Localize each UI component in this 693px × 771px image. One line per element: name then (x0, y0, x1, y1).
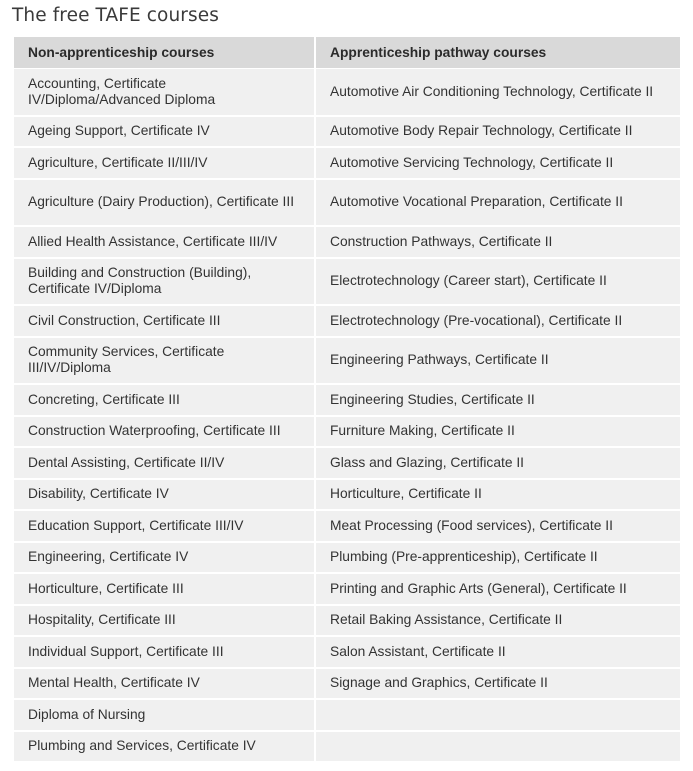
table-cell: Accounting, Certificate IV/Diploma/Advanced Diploma (14, 69, 314, 117)
page-heading: The free TAFE courses (12, 5, 219, 26)
table-cell: Community Services, Certificate III/IV/Diploma (14, 338, 314, 386)
table-row (14, 385, 680, 417)
table-cell: Automotive Air Conditioning Technology, Certificate II (314, 69, 680, 117)
table-header-row (14, 37, 680, 69)
table-row (14, 606, 680, 638)
table-cell: Allied Health Assistance, Certificate III/IV (14, 227, 314, 259)
table-row (14, 259, 680, 307)
table-cell: Engineering Studies, Certificate II (314, 385, 680, 417)
table-cell: Civil Construction, Certificate III (14, 306, 314, 338)
table-cell: Diploma of Nursing (14, 700, 314, 732)
table-cell: Agriculture, Certificate II/III/IV (14, 148, 314, 180)
table-cell: Plumbing (Pre-apprenticeship), Certificate II (314, 543, 680, 575)
table-cell: Dental Assisting, Certificate II/IV (14, 448, 314, 480)
table-row (14, 148, 680, 180)
table-row (14, 338, 680, 386)
table-row (14, 448, 680, 480)
table-cell: Mental Health, Certificate IV (14, 669, 314, 701)
table-cell (314, 732, 680, 764)
table-cell: Building and Construction (Building), Certificate IV/Diploma (14, 259, 314, 307)
table-row (14, 700, 680, 732)
table-row (14, 417, 680, 449)
table-cell: Automotive Body Repair Technology, Certificate II (314, 117, 680, 149)
table-cell: Plumbing and Services, Certificate IV (14, 732, 314, 764)
table-cell (314, 700, 680, 732)
table-cell: Furniture Making, Certificate II (314, 417, 680, 449)
table-row (14, 69, 680, 117)
table-row (14, 180, 680, 228)
table-cell: Construction Pathways, Certificate II (314, 227, 680, 259)
table-cell: Printing and Graphic Arts (General), Certificate II (314, 574, 680, 606)
table-row (14, 574, 680, 606)
table-row (14, 669, 680, 701)
table-cell: Education Support, Certificate III/IV (14, 511, 314, 543)
table-cell: Automotive Servicing Technology, Certificate II (314, 148, 680, 180)
table-cell: Ageing Support, Certificate IV (14, 117, 314, 149)
table-cell: Engineering, Certificate IV (14, 543, 314, 575)
table-row (14, 511, 680, 543)
column-header-apprenticeship: Apprenticeship pathway courses (314, 37, 680, 69)
table-row (14, 480, 680, 512)
table-row (14, 306, 680, 338)
table-cell: Individual Support, Certificate III (14, 637, 314, 669)
table-cell: Signage and Graphics, Certificate II (314, 669, 680, 701)
table-cell: Horticulture, Certificate II (314, 480, 680, 512)
table-cell: Electrotechnology (Career start), Certificate II (314, 259, 680, 307)
table-cell: Horticulture, Certificate III (14, 574, 314, 606)
table-cell: Retail Baking Assistance, Certificate II (314, 606, 680, 638)
table-cell: Engineering Pathways, Certificate II (314, 338, 680, 386)
table-cell: Agriculture (Dairy Production), Certificate III (14, 180, 314, 228)
table-cell: Concreting, Certificate III (14, 385, 314, 417)
table-row (14, 637, 680, 669)
table-cell: Electrotechnology (Pre-vocational), Certificate II (314, 306, 680, 338)
table-cell: Meat Processing (Food services), Certificate II (314, 511, 680, 543)
table-cell: Disability, Certificate IV (14, 480, 314, 512)
table-row (14, 117, 680, 149)
table-cell: Hospitality, Certificate III (14, 606, 314, 638)
courses-table (14, 37, 680, 763)
table-row (14, 543, 680, 575)
table-cell: Construction Waterproofing, Certificate III (14, 417, 314, 449)
table-cell: Salon Assistant, Certificate II (314, 637, 680, 669)
table-cell: Automotive Vocational Preparation, Certificate II (314, 180, 680, 228)
table-cell: Glass and Glazing, Certificate II (314, 448, 680, 480)
table-row (14, 732, 680, 764)
table-row (14, 227, 680, 259)
column-header-non-apprenticeship: Non-apprenticeship courses (14, 37, 314, 69)
